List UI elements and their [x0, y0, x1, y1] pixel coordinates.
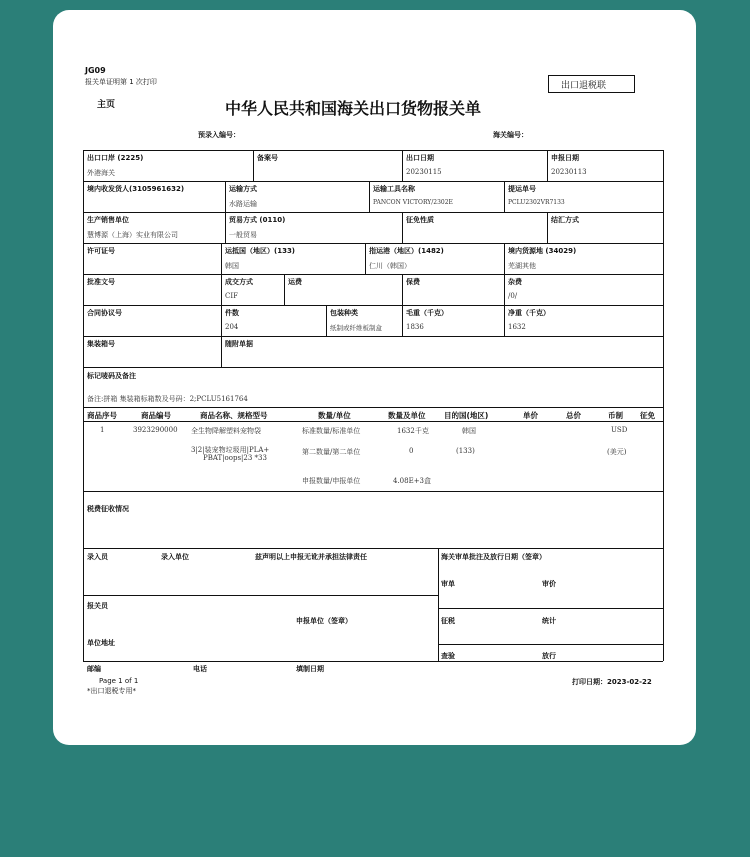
- destination-port-label: 指运港（地区）(1482): [369, 247, 444, 255]
- goods-hs-code: 3923290000: [133, 426, 178, 434]
- grid-line: [438, 644, 663, 645]
- goods-source-value: 芜湖其他: [508, 262, 536, 270]
- grid-line: [221, 336, 222, 367]
- vehicle-value: PANCON VICTORY/2302E: [373, 199, 453, 206]
- grid-line: [83, 421, 663, 422]
- grid-line: [83, 336, 663, 337]
- grid-line: [83, 150, 84, 661]
- grid-line: [83, 595, 438, 596]
- form-title: 中华人民共和国海关出口货物报关单: [225, 99, 482, 118]
- goods-header-exemption: 征免: [640, 411, 655, 420]
- grid-line: [438, 548, 439, 661]
- misc-fee-value: /0/: [508, 292, 518, 300]
- grid-line: [83, 274, 663, 275]
- grid-line: [663, 150, 664, 661]
- declaration-statement: 兹声明以上申报无讹并承担法律责任: [255, 553, 367, 561]
- grid-line: [504, 305, 505, 336]
- goods-header-qty-unit: 数量/单位: [318, 411, 351, 420]
- goods-header-unit-price: 单价: [523, 411, 538, 420]
- grid-line: [365, 243, 366, 274]
- producer-value: 慧博源（上海）实业有限公司: [87, 231, 178, 239]
- stamp-text: 出口退税联: [561, 81, 607, 91]
- print-date: 打印日期：2023-02-22: [572, 678, 652, 686]
- goods-second-qty-label: 第二数量/第二单位: [302, 448, 361, 456]
- goods-header-total-price: 总价: [566, 411, 581, 420]
- tax-refund-stamp: [548, 75, 635, 93]
- goods-header-destination: 目的国(地区): [444, 411, 489, 420]
- grid-line: [83, 181, 663, 182]
- grid-line: [225, 181, 226, 212]
- grid-line: [83, 661, 663, 662]
- price-review-label: 审价: [542, 580, 556, 588]
- destination-country-label: 运抵国（地区）(133): [225, 247, 296, 255]
- grid-line: [221, 274, 222, 305]
- gross-weight-value: 1836: [406, 323, 424, 331]
- contract-no-label: 合同协议号: [87, 309, 122, 317]
- grid-line: [402, 150, 403, 181]
- grid-line: [504, 243, 505, 274]
- grid-line: [83, 150, 663, 151]
- grid-line: [402, 274, 403, 305]
- statistics-label: 统计: [542, 617, 556, 625]
- goods-source-label: 境内货源地 (34029): [508, 247, 577, 255]
- grid-line: [326, 305, 327, 336]
- license-label: 许可证号: [87, 247, 115, 255]
- grid-line: [221, 305, 222, 336]
- goods-second-qty: 0: [409, 447, 414, 455]
- goods-header-currency: 币制: [608, 411, 623, 420]
- bill-of-lading-label: 提运单号: [508, 185, 536, 193]
- goods-std-qty-label: 标准数量/标准单位: [302, 427, 361, 435]
- goods-spec-line2: PBAT|oops|23 *33: [203, 454, 267, 462]
- goods-spec-line1: 3|2|装宠物垃圾用|PLA+: [191, 446, 270, 454]
- tax-collection-label: 征税: [441, 617, 455, 625]
- trade-terms-label: 成交方式: [225, 278, 253, 286]
- pre-entry-number: 预录入编号：: [198, 131, 240, 139]
- postcode-label: 邮编: [87, 665, 101, 673]
- declaring-unit-label: 申报单位（签章）: [296, 617, 352, 625]
- grid-line: [402, 305, 403, 336]
- grid-line: [547, 150, 548, 181]
- review-label: 审单: [441, 580, 455, 588]
- export-date-value: 20230115: [406, 168, 442, 176]
- grid-line: [504, 274, 505, 305]
- gross-weight-label: 毛重（千克）: [406, 309, 448, 317]
- goods-country-code: (133): [456, 447, 475, 455]
- grid-line: [83, 548, 663, 549]
- transport-mode-value: 水路运输: [229, 200, 257, 208]
- declarant-label: 报关员: [87, 602, 108, 610]
- vehicle-label: 运输工具名称: [373, 185, 415, 193]
- package-type-label: 包装种类: [330, 309, 358, 317]
- tax-label: 税费征收情况: [87, 505, 129, 513]
- trade-mode-value: 一般贸易: [229, 231, 257, 239]
- pieces-value: 204: [225, 323, 239, 331]
- goods-std-qty: 1632千克: [397, 427, 429, 435]
- export-port-label: 出口口岸 (2225): [87, 154, 144, 162]
- grid-line: [83, 212, 663, 213]
- net-weight-value: 1632: [508, 323, 526, 331]
- consignee-label: 境内收发货人(3105961632): [87, 185, 185, 193]
- export-port-value: 外港海关: [87, 169, 115, 177]
- grid-line: [83, 305, 663, 306]
- page-indicator: Page 1 of 1: [99, 677, 139, 685]
- address-label: 单位地址: [87, 639, 115, 647]
- approval-no-label: 批准文号: [87, 278, 115, 286]
- grid-line: [547, 212, 548, 243]
- goods-item-no: 1: [100, 426, 105, 434]
- grid-line: [438, 608, 663, 609]
- exemption-label: 征免性质: [406, 216, 434, 224]
- phone-label: 电话: [193, 665, 207, 673]
- grid-line: [253, 150, 254, 181]
- container-no-label: 集装箱号: [87, 340, 115, 348]
- goods-header-item-no: 商品序号: [87, 411, 117, 420]
- misc-fee-label: 杂费: [508, 278, 522, 286]
- goods-currency-cn: (美元): [607, 448, 627, 456]
- grid-line: [504, 181, 505, 212]
- entry-unit-label: 录入单位: [161, 553, 189, 561]
- marks-label: 标记唛码及备注: [87, 372, 136, 380]
- document-card: [53, 10, 696, 745]
- goods-header-hs-code: 商品编号: [141, 411, 171, 420]
- entry-clerk-label: 录入员: [87, 553, 108, 561]
- special-use-note: *出口退税专用*: [87, 687, 136, 695]
- fill-date-label: 填制日期: [296, 665, 324, 673]
- grid-line: [83, 367, 663, 368]
- net-weight-label: 净重（千克）: [508, 309, 550, 317]
- goods-header-name-spec: 商品名称、规格型号: [200, 411, 268, 420]
- marks-notes-value: 备注:拼箱 集装箱标箱数及号码：2;PCLU5161764: [87, 395, 248, 403]
- pieces-label: 件数: [225, 309, 239, 317]
- goods-currency: USD: [611, 426, 628, 434]
- grid-line: [83, 407, 663, 408]
- goods-name: 全生物降解塑料宠物袋: [191, 427, 261, 435]
- customs-approval-label: 海关审单批注及放行日期（签章）: [441, 553, 546, 561]
- goods-destination-country: 韩国: [462, 427, 476, 435]
- grid-line: [369, 181, 370, 212]
- grid-line: [83, 491, 663, 492]
- insurance-label: 保费: [406, 278, 420, 286]
- record-no-label: 备案号: [257, 154, 278, 162]
- inspection-label: 查验: [441, 652, 455, 660]
- goods-decl-qty-label: 申报数量/申报单位: [302, 477, 361, 485]
- freight-label: 运费: [288, 278, 302, 286]
- producer-label: 生产销售单位: [87, 216, 129, 224]
- goods-header-qty-and-unit: 数量及单位: [388, 411, 426, 420]
- home-label: 主页: [97, 100, 116, 110]
- grid-line: [225, 212, 226, 243]
- destination-port-value: 仁川（韩国）: [369, 262, 411, 270]
- goods-decl-qty: 4.08E+3盒: [393, 477, 432, 485]
- grid-line: [83, 243, 663, 244]
- print-note: 报关单证明第 1 次打印: [85, 78, 157, 86]
- destination-country-value: 韩国: [225, 262, 239, 270]
- grid-line: [402, 212, 403, 243]
- grid-line: [221, 243, 222, 274]
- transport-mode-label: 运输方式: [229, 185, 257, 193]
- release-label: 放行: [542, 652, 556, 660]
- form-code: JG09: [85, 66, 106, 75]
- export-date-label: 出口日期: [406, 154, 434, 162]
- bill-of-lading-value: PCLU2302VR7133: [508, 199, 565, 206]
- attached-docs-label: 随附单据: [225, 340, 253, 348]
- customs-number: 海关编号：: [493, 131, 528, 139]
- declaration-date-value: 20230113: [551, 168, 587, 176]
- trade-mode-label: 贸易方式 (0110): [229, 216, 286, 224]
- grid-line: [284, 274, 285, 305]
- package-type-value: 纸制或纤维板制盒: [330, 324, 382, 332]
- settlement-label: 结汇方式: [551, 216, 579, 224]
- trade-terms-value: CIF: [225, 292, 238, 300]
- declaration-date-label: 申报日期: [551, 154, 579, 162]
